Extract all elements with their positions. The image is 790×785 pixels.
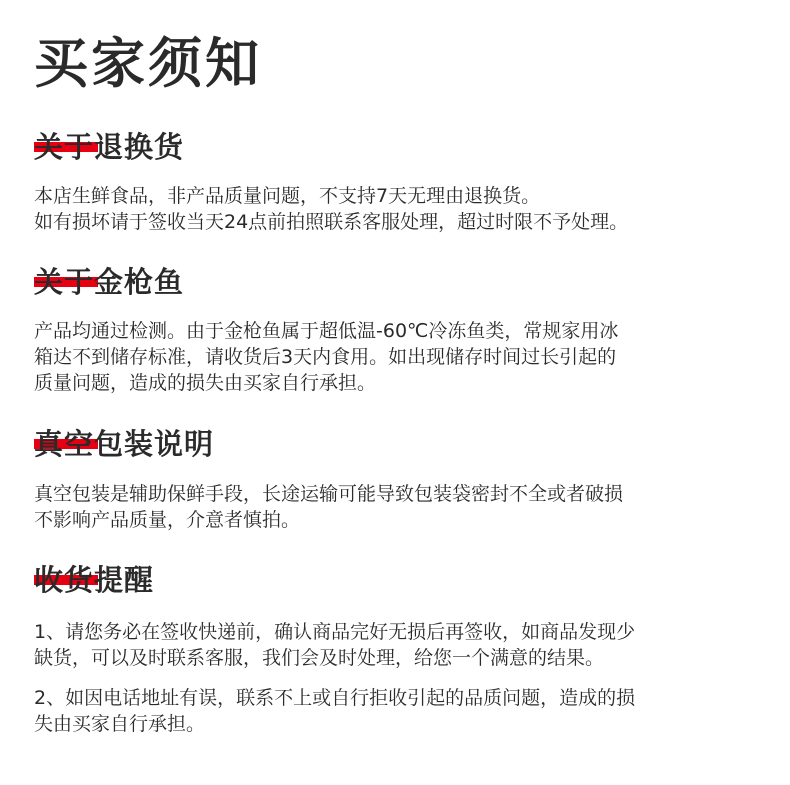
list-item-receipt-2 bbox=[34, 685, 764, 737]
page-title: 买家须知 bbox=[34, 32, 262, 95]
section-body-returns bbox=[34, 183, 764, 235]
section-heading-vacuum bbox=[34, 424, 214, 464]
section-heading-text: 关于退换货 bbox=[34, 130, 185, 164]
body-line: 质量问题，造成的损失由买家自行承担。 bbox=[34, 372, 377, 394]
section-body-tuna bbox=[34, 318, 764, 396]
section-heading-tuna bbox=[34, 262, 184, 302]
body-line: 缺货，可以及时联系客服，我们会及时处理，给您一个满意的结果。 bbox=[34, 647, 605, 669]
body-line: 如有损坏请于签收当天24点前拍照联系客服处理，超过时限不予处理。 bbox=[34, 211, 629, 233]
section-body-vacuum bbox=[34, 481, 764, 533]
body-line: 1、请您务必在签收快递前，确认商品完好无损后再签收，如商品发现少 bbox=[34, 621, 636, 643]
section-heading-text: 关于金枪鱼 bbox=[34, 265, 185, 299]
body-line: 真空包装是辅助保鲜手段，长途运输可能导致包装袋密封不全或者破损 bbox=[34, 483, 624, 505]
section-heading-returns bbox=[34, 127, 184, 167]
body-line: 失由买家自行承担。 bbox=[34, 713, 206, 735]
body-line: 本店生鲜食品，非产品质量问题，不支持7天无理由退换货。 bbox=[34, 185, 541, 207]
section-heading-text: 收货提醒 bbox=[34, 563, 155, 597]
body-line: 箱达不到储存标准，请收货后3天内食用。如出现储存时间过长引起的 bbox=[34, 346, 617, 368]
body-line: 产品均通过检测。由于金枪鱼属于超低温-60℃冷冻鱼类，常规家用冰 bbox=[34, 320, 619, 342]
body-line: 2、如因电话地址有误，联系不上或自行拒收引起的品质问题，造成的损 bbox=[34, 687, 636, 709]
section-heading-receipt bbox=[34, 560, 154, 600]
section-heading-text: 真空包装说明 bbox=[34, 427, 215, 461]
list-item-receipt-1 bbox=[34, 619, 764, 671]
body-line: 不影响产品质量，介意者慎拍。 bbox=[34, 509, 301, 531]
